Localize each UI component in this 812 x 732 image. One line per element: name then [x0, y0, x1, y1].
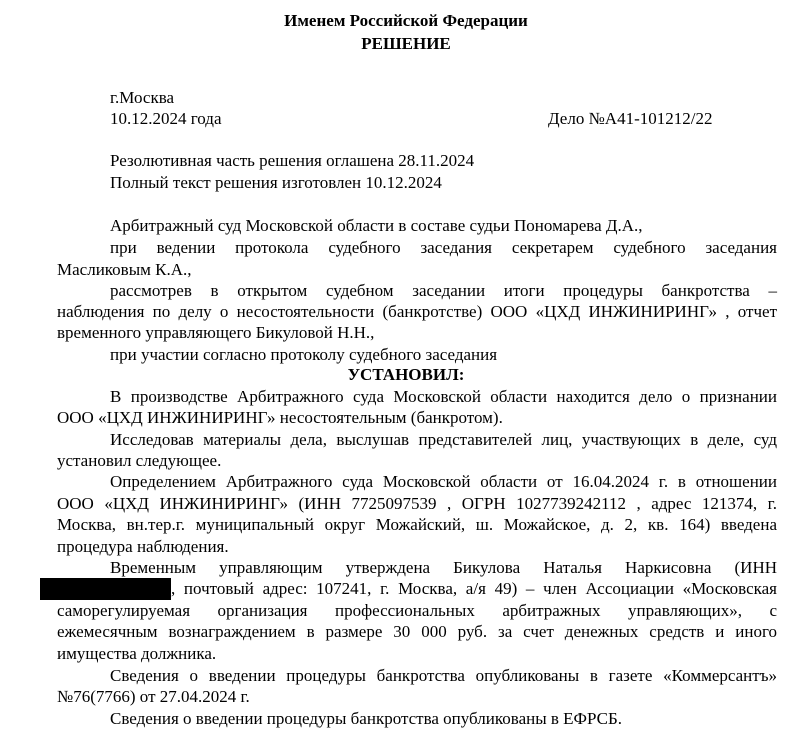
section-heading-ustanovil: УСТАНОВИЛ: [347, 365, 465, 384]
paragraph-line: Москва, вн.тер.г. муниципальный округ Можайский, ш. Можайское, д. 2, кв. 164) введена [57, 515, 777, 534]
paragraph-line: ООО «ЦХД ИНЖИНИРИНГ» (ИНН 7725097539 , ОГРН 1027739242112 , адрес 121374, г. [57, 494, 777, 513]
paragraph-line: Определением Арбитражного суда Московской области от 16.04.2024 г. в отношении [110, 472, 777, 491]
paragraph-line: наблюдения по делу о несостоятельности (банкротстве) ООО «ЦХД ИНЖИНИРИНГ» , отчет [57, 302, 777, 321]
document-title: РЕШЕНИЕ [361, 34, 451, 53]
paragraph-line: ежемесячным вознаграждением в размере 30 000 руб. за счет денежных средств и иного [57, 622, 777, 641]
paragraph-line: Исследовав материалы дела, выслушав представителей лиц, участвующих в деле, суд [110, 430, 777, 449]
paragraph-line: временного управляющего Бикуловой Н.Н., [57, 323, 375, 342]
paragraph-line: Сведения о введении процедуры банкротства опубликованы в газете «Коммерсантъ» [110, 666, 777, 685]
paragraph-line: Временным управляющим утверждена Бикулова Наталья Наркисовна (ИНН [110, 558, 777, 577]
paragraph-line: Сведения о введении процедуры банкротства опубликованы в ЕФРСБ. [110, 709, 622, 728]
paragraph-line: при участии согласно протоколу судебного заседания [110, 345, 498, 364]
paragraph-line: процедура наблюдения. [57, 537, 229, 556]
paragraph-line: Арбитражный суд Московской области в составе судьи Пономарева Д.А., [110, 216, 643, 235]
paragraph-line: №76(7766) от 27.04.2024 г. [57, 687, 250, 706]
case-number: Дело №А41-101212/22 [548, 109, 713, 128]
paragraph-line: В производстве Арбитражного суда Московской области находится дело о признании [110, 387, 777, 406]
date: 10.12.2024 года [110, 109, 222, 128]
paragraph-line: саморегулируемая организация профессиональных арбитражных управляющих», с [57, 601, 777, 620]
paragraph-line: при ведении протокола судебного заседания секретарем судебного заседания [110, 238, 777, 257]
full-text-prepared: Полный текст решения изготовлен 10.12.2024 [110, 173, 442, 192]
place: г.Москва [110, 88, 175, 107]
paragraph-line: имущества должника. [57, 644, 217, 663]
redaction-block [40, 578, 171, 600]
resolution-announced: Резолютивная часть решения оглашена 28.11.2024 [110, 151, 475, 170]
paragraph-line: установил следующее. [57, 451, 222, 470]
paragraph-line: рассмотрев в открытом судебном заседании итоги процедуры банкротства – [110, 281, 777, 300]
paragraph-line: ООО «ЦХД ИНЖИНИРИНГ» несостоятельным (банкротом). [57, 408, 503, 427]
document-heading: Именем Российской Федерации [284, 11, 528, 30]
paragraph-line: , почтовый адрес: 107241, г. Москва, а/я 49) – член Ассоциации «Московская [171, 579, 777, 598]
paragraph-line: Масликовым К.А., [57, 260, 192, 279]
